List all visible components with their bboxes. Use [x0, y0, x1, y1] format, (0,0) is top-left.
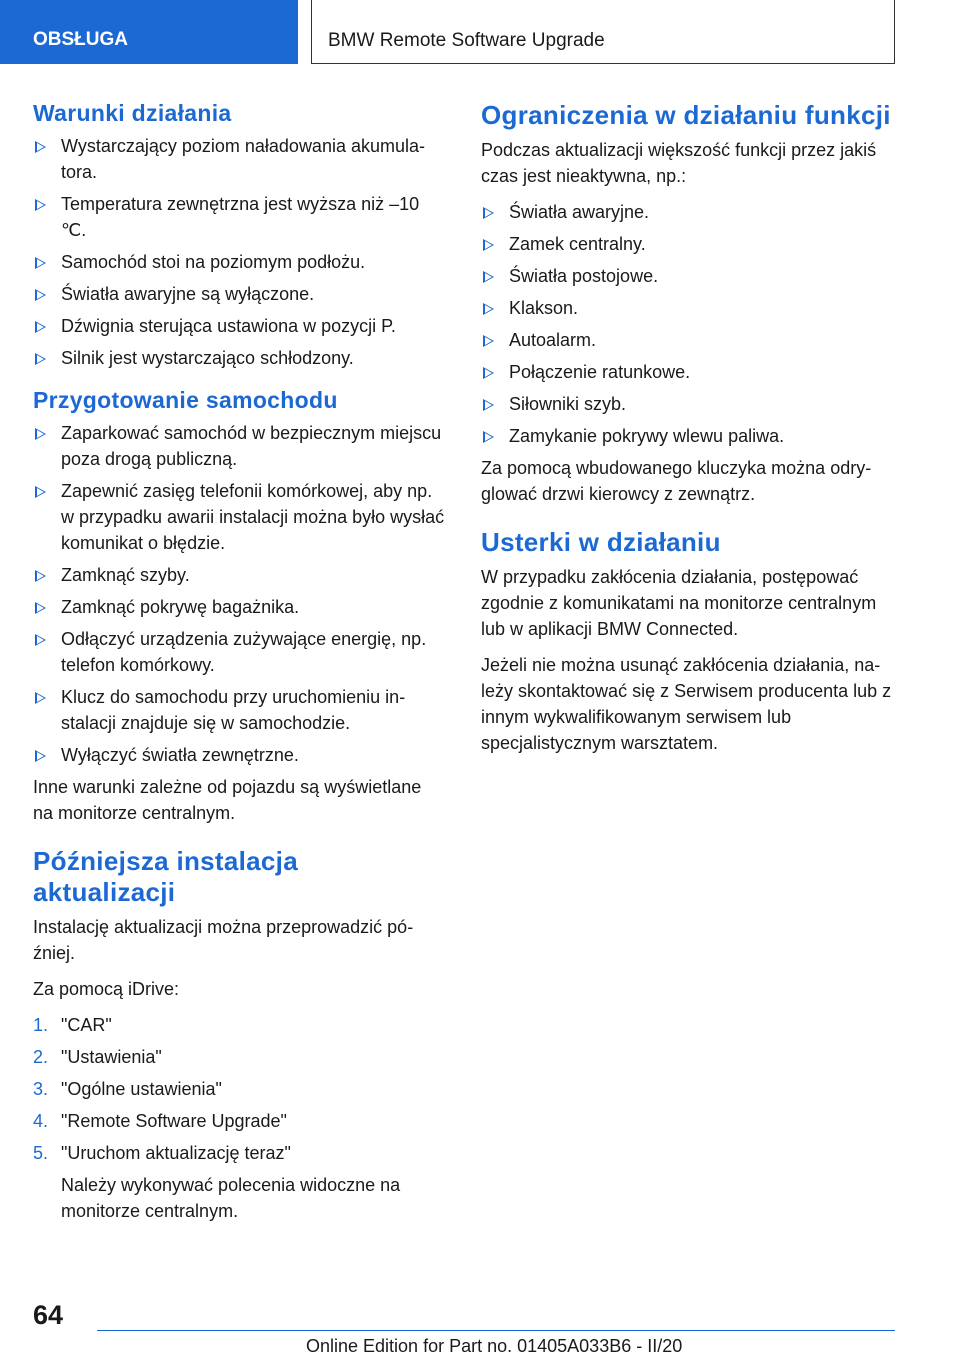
heading-function-restrictions: Ograniczenia w działaniu funkcji — [481, 100, 891, 130]
heading-malfunctions: Usterki w działaniu — [481, 527, 721, 557]
list-item: Zaparkować samochód w bezpiecznym miejscu poza drogą publiczną. — [33, 420, 445, 472]
key-unlock-note: Za pomocą wbudowanego kluczyka można odryglować drzwi kierowcy z zewnątrz. — [481, 458, 872, 504]
chapter-title: BMW Remote Software Upgrade — [311, 0, 895, 64]
list-item: Światła awaryjne są wyłączone. — [33, 281, 445, 307]
triangle-bullet-icon — [35, 692, 46, 704]
list-item: Klucz do samochodu przy uruchomieniu instalacji znajduje się w samochodzie. — [33, 684, 445, 736]
list-item: Silnik jest wystarczająco schłodzony. — [33, 345, 445, 371]
footer-divider — [97, 1330, 895, 1331]
heading-later-installation: Późniejsza instalacja aktualizacji — [33, 846, 298, 907]
follow-instructions-text: Należy wykonywać polecenia widoczne na monitorze centralnym. — [61, 1175, 401, 1221]
triangle-bullet-icon — [483, 367, 494, 379]
list-item: Zamknąć pokrywę bagażnika. — [33, 594, 445, 620]
list-item: Zapewnić zasięg telefonii komórkowej, aby np. w przypadku awarii instalacji można było wysłać komunikat o błędzie. — [33, 478, 445, 556]
list-item: Dźwignia sterująca ustawiona w pozycji P. — [33, 313, 445, 339]
malfunction-text-2: Jeżeli nie można usunąć zakłócenia działania, należy skontaktować się z Serwisem producenta lub z innym wykwalifikowanym serwisem lub specjalistycznym warsztatem. — [481, 655, 892, 753]
list-item: 3. "Ogólne ustawienia" — [33, 1079, 222, 1099]
list-item: Temperatura zewnętrzna jest wyższa niż –10 ℃. — [33, 191, 445, 243]
list-item: 2. "Ustawienia" — [33, 1047, 162, 1067]
list-item: Zamknąć szyby. — [33, 562, 445, 588]
triangle-bullet-icon — [35, 750, 46, 762]
triangle-bullet-icon — [35, 289, 46, 301]
triangle-bullet-icon — [483, 335, 494, 347]
triangle-bullet-icon — [483, 431, 494, 443]
idrive-intro: Za pomocą iDrive: — [33, 979, 180, 999]
triangle-bullet-icon — [35, 321, 46, 333]
triangle-bullet-icon — [35, 570, 46, 582]
list-item: Siłowniki szyb. — [481, 391, 893, 417]
triangle-bullet-icon — [35, 199, 46, 211]
triangle-bullet-icon — [35, 428, 46, 440]
restrictions-intro: Podczas aktualizacji większość funkcji przez jakiś czas jest nieaktywna, np.: — [481, 140, 877, 186]
triangle-bullet-icon — [35, 602, 46, 614]
triangle-bullet-icon — [35, 634, 46, 646]
triangle-bullet-icon — [483, 207, 494, 219]
triangle-bullet-icon — [35, 486, 46, 498]
triangle-bullet-icon — [35, 257, 46, 269]
list-item: Połączenie ratunkowe. — [481, 359, 893, 385]
triangle-bullet-icon — [483, 239, 494, 251]
preparation-note: Inne warunki zależne od pojazdu są wyświetlane na monitorze centralnym. — [33, 777, 422, 823]
footer-edition: Online Edition for Part no. 01405A033B6 - II/20 — [306, 1336, 683, 1356]
triangle-bullet-icon — [35, 141, 46, 153]
list-item: Zamek centralny. — [481, 231, 893, 257]
list-item: 4. "Remote Software Upgrade" — [33, 1111, 287, 1131]
list-item: Odłączyć urządzenia zużywające energię, np. telefon komórkowy. — [33, 626, 445, 678]
right-column — [481, 100, 893, 766]
page-number: 64 — [33, 1300, 64, 1330]
idrive-steps — [33, 1012, 445, 1166]
conditions-list — [33, 133, 445, 371]
list-item: Klakson. — [481, 295, 893, 321]
list-item: Światła postojowe. — [481, 263, 893, 289]
heading-operating-conditions: Warunki działania — [33, 100, 232, 126]
preparation-list — [33, 420, 445, 768]
list-item: Wystarczający poziom naładowania akumulatora. — [33, 133, 445, 185]
triangle-bullet-icon — [35, 353, 46, 365]
left-column — [33, 100, 445, 1234]
heading-vehicle-preparation: Przygotowanie samochodu — [33, 387, 338, 413]
list-item: Zamykanie pokrywy wlewu paliwa. — [481, 423, 893, 449]
triangle-bullet-icon — [483, 303, 494, 315]
triangle-bullet-icon — [483, 399, 494, 411]
malfunction-text-1: W przypadku zakłócenia działania, postępować zgodnie z komunikatami na monitorze centralnym lub w aplikacji BMW Connected. — [481, 567, 877, 639]
list-item: 1. "CAR" — [33, 1015, 112, 1035]
list-item: Autoalarm. — [481, 327, 893, 353]
list-item: Wyłączyć światła zewnętrzne. — [33, 742, 445, 768]
list-item: 5. "Uruchom aktualizację teraz" — [33, 1143, 291, 1163]
list-item: Samochód stoi na poziomym podłożu. — [33, 249, 445, 275]
list-item: Światła awaryjne. — [481, 199, 893, 225]
triangle-bullet-icon — [483, 271, 494, 283]
restrictions-list — [481, 199, 893, 449]
section-tab: OBSŁUGA — [0, 0, 298, 64]
later-installation-text: Instalację aktualizacji można przeprowadzić później. — [33, 917, 414, 963]
